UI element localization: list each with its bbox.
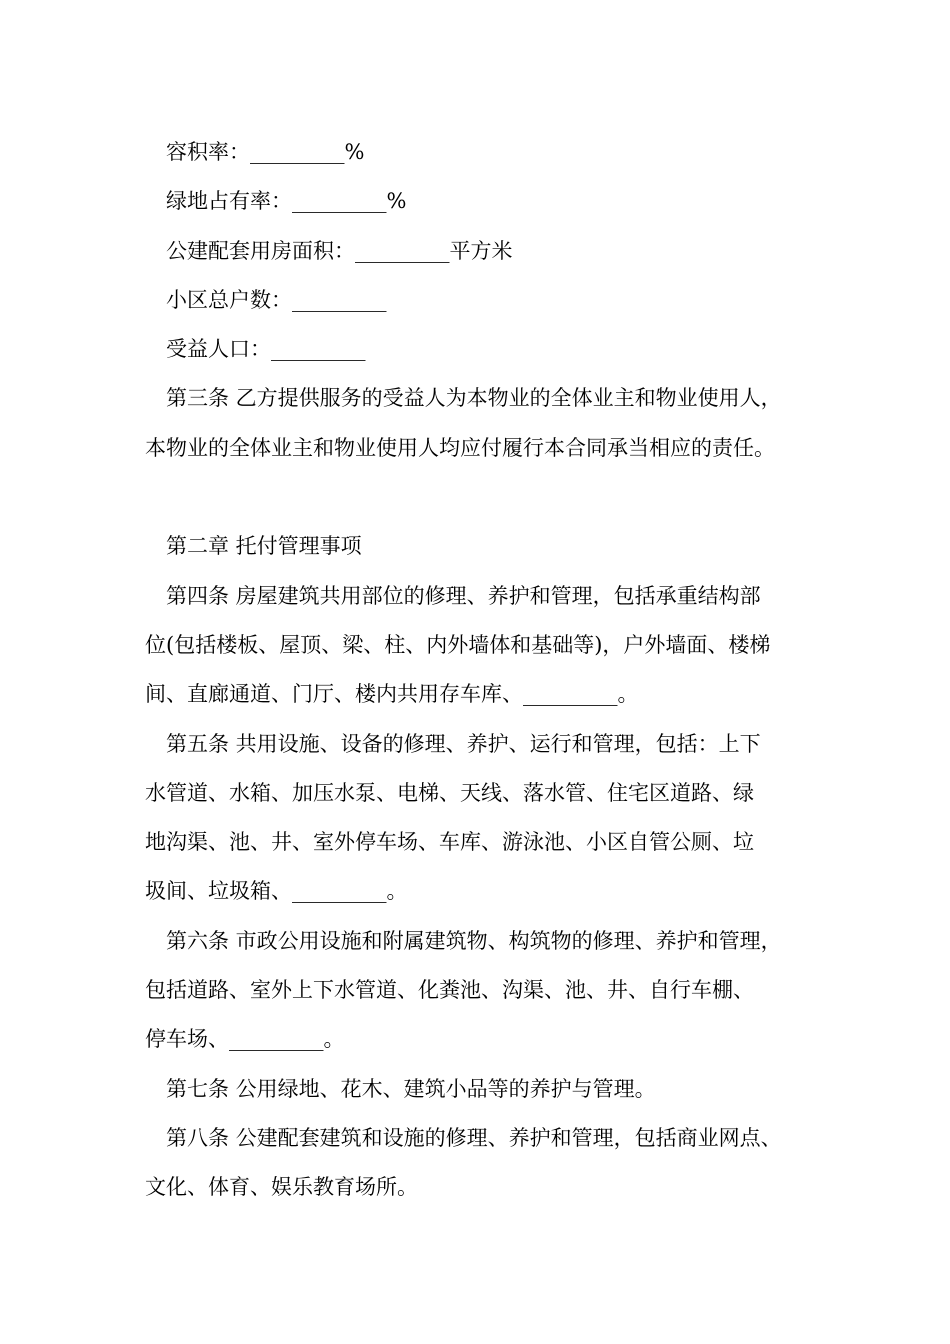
document-body (145, 132, 825, 1217)
public-facility-area-line: 公建配套用房面积：_________平方米 (166, 238, 513, 263)
article-5-line-4: 圾间、垃圾箱、_________。 (145, 879, 408, 904)
article-3-line-1: 第三条 乙方提供服务的受益人为本物业的全体业主和物业使用人， (166, 386, 782, 411)
article-5-line-1: 第五条 共用设施、设备的修理、养护、运行和管理，包括：上下 (166, 731, 761, 756)
blank-spacer (145, 477, 825, 526)
household-count-line: 小区总户数：_________ (166, 287, 387, 312)
plot-ratio-line: 容积率：_________% (166, 140, 365, 164)
green-ratio-line: 绿地占有率：_________% (166, 189, 407, 214)
article-3-line-2: 本物业的全体业主和物业使用人均应付履行本合同承当相应的责任。 (145, 435, 775, 460)
article-6-line-2: 包括道路、室外上下水管道、化粪池、沟渠、池、井、自行车棚、 (145, 978, 754, 1003)
article-5-line-2: 水管道、水箱、加压水泵、电梯、天线、落水管、住宅区道路、绿 (145, 780, 754, 805)
article-5-line-3: 地沟渠、池、井、室外停车场、车库、游泳池、小区自管公厕、垃 (145, 830, 754, 855)
article-8-line-1: 第八条 公建配套建筑和设施的修理、养护和管理，包括商业网点、 (166, 1125, 782, 1150)
article-6-line-1: 第六条 市政公用设施和附属建筑物、构筑物的修理、养护和管理， (166, 928, 782, 953)
chapter-2-heading: 第二章 托付管理事项 (166, 534, 362, 559)
article-4-line-3: 间、直廊通道、门厅、楼内共用存车库、_________。 (145, 682, 639, 707)
article-8-line-2: 文化、体育、娱乐教育场所。 (145, 1175, 418, 1200)
article-4-line-2: 位(包括楼板、屋顶、梁、柱、内外墙体和基础等)，户外墙面、楼梯 (145, 632, 771, 657)
article-6-line-3: 停车场、_________。 (145, 1027, 345, 1052)
article-7-line-1: 第七条 公用绿地、花木、建筑小品等的养护与管理。 (166, 1076, 656, 1101)
article-4-line-1: 第四条 房屋建筑共用部位的修理、养护和管理，包括承重结构部 (166, 583, 761, 608)
beneficiary-population-line: 受益人口：_________ (166, 337, 366, 362)
